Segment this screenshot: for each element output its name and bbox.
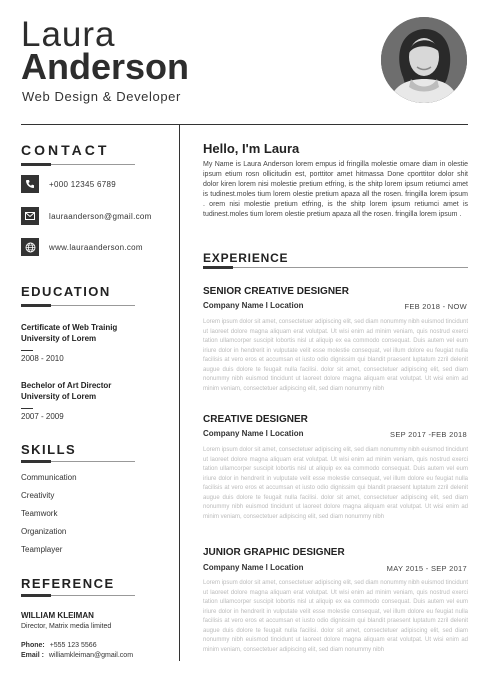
job-title: Web Design & Developer (22, 89, 181, 104)
experience-section-title: EXPERIENCE (203, 251, 289, 265)
reference-phone (21, 642, 97, 649)
education-school-1: University of Lorem (21, 334, 97, 343)
job-title-2: CREATIVE DESIGNER (203, 414, 308, 425)
reference-section-underline (21, 595, 135, 596)
job-description-2: Lorem ipsum dolor sit amet, consectetuer adipiscing elit, sed diam nonummy nibh euismod tincidunt ut laoreet dolore magna aliquam erat volutpat. Ut wisi enim ad minim veniam, quis nostrud exerci tation ullamcorper suscipit lobortis nisl ut aliquip ex ea commodo consequat. Duis autem vel eum iriure dolor in hendrerit in vulputate velit esse molestie consequat, vel illum dolore eu feugiat nulla facilisis at vero eros et accumsan et iusto odio dignissim qui blandit praesent luptatum zzril delenit augue duis dolore te feugait nulla facilisi. dolor sit amet, consectetuer adipiscing elit, sed diam nonummy nibh euismod tincidunt ut laoreet dolore magna aliquam erat volutpat. Ut wisi enim ad minim veniam, consectetuer adipiscing elit, sed diam nonummy nibh (203, 447, 468, 520)
contact-section-underline (21, 164, 135, 165)
education-section-underline (21, 305, 135, 306)
skill-item: Communication (21, 473, 77, 482)
last-name: Anderson (21, 46, 190, 87)
skills-section-underline (21, 461, 135, 462)
header-divider (21, 124, 468, 125)
skill-item: Teamplayer (21, 545, 63, 554)
job-company-2: Company Name l Location (203, 429, 304, 438)
job-description-3: Lorem ipsum dolor sit amet, consectetuer adipiscing elit, sed diam nonummy nibh euismod tincidunt ut laoreet dolore magna aliquam erat volutpat. Ut wisi enim ad minim veniam, quis nostrud exerci tation ullamcorper suscipit lobortis nisl ut aliquip ex ea commodo consequat. Duis autem vel eum iriure dolor in hendrerit in vulputate velit esse molestie consequat, vel illum dolore eu feugiat nulla facilisis at vero eros et accumsan et iusto odio dignissim qui blandit praesent luptatum zzril delenit augue duis dolore te feugait nulla facilisi. dolor sit amet, consectetuer adipiscing elit, sed diam nonummy nibh euismod tincidunt ut laoreet dolore magna aliquam erat volutpat. Ut wisi enim ad minim veniam, consectetuer adipiscing elit, sed diam nonummy nibh (203, 580, 468, 653)
job-dates-1: FEB 2018 - NOW (404, 302, 467, 311)
contact-section-title: CONTACT (21, 142, 110, 158)
column-divider (179, 124, 180, 661)
skill-item: Teamwork (21, 509, 58, 518)
contact-email (21, 207, 152, 225)
job-company-3: Company Name l Location (203, 563, 304, 572)
education-degree-1: Certificate of Web Trainig (21, 323, 118, 332)
intro-paragraph: My Name is Laura Anderson lorem empus id fringilla molestie ornare diam in olestie ipsum etium rosn ollicitudin est, porttitor amet hitmassa Done cporttitor dolor shit dolor kiren lorem nisi molestie pretium etfring, is the shitp lorem ipsum retiumci amet is tudinest.moles tium lorem olestie pretium apaza all the rosen. fringilla lorem ipsum . orem nisi molestie pretium etfring, is the shitp lorem ipsum retiumci amet is tudinest.moles tium lorem olestie pretium apaza all the rosen. fringilla lorem ipsum . (203, 161, 468, 218)
education-section-title: EDUCATION (21, 284, 111, 299)
greeting-heading: Hello, I'm Laura (203, 141, 300, 156)
job-dates-2: SEP 2017 -FEB 2018 (390, 430, 467, 439)
first-name: Laura (21, 15, 116, 54)
reference-phone-label: Phone: (21, 642, 45, 649)
education-degree-2: Bechelor of Art Director (21, 381, 112, 390)
contact-phone (21, 175, 116, 193)
skill-item: Creativity (21, 491, 55, 500)
job-dates-3: MAY 2015 - SEP 2017 (386, 564, 467, 573)
job-title-3: JUNIOR GRAPHIC DESIGNER (203, 547, 345, 558)
phone-icon (21, 175, 39, 193)
reference-email-value: williamkleiman@gmail.com (48, 652, 134, 659)
reference-email (21, 652, 133, 659)
education-dash-1 (21, 350, 33, 351)
email-text: lauraanderson@gmail.com (49, 211, 152, 221)
experience-section-underline (203, 267, 468, 268)
globe-icon (21, 238, 39, 256)
reference-email-label: Email : (21, 652, 44, 659)
reference-name: WILLIAM KLEIMAN (21, 611, 94, 620)
envelope-icon (21, 207, 39, 225)
skill-item: Organization (21, 527, 67, 536)
phone-text: +000 12345 6789 (49, 179, 117, 189)
website-text: www.lauraanderson.com (49, 242, 143, 252)
portrait-image (381, 17, 467, 103)
reference-phone-value: +555 123 5566 (49, 642, 97, 649)
contact-website (21, 238, 143, 256)
education-dash-2 (21, 408, 33, 409)
reference-role: Director, Matrix media limited (21, 623, 112, 630)
education-years-1: 2008 - 2010 (21, 354, 64, 363)
profile-photo (381, 17, 467, 103)
education-school-2: University of Lorem (21, 392, 97, 401)
education-years-2: 2007 - 2009 (21, 412, 64, 421)
job-description-1: Lorem ipsum dolor sit amet, consectetuer adipiscing elit, sed diam nonummy nibh euismod tincidunt ut laoreet dolore magna aliquam erat volutpat. Ut wisi enim ad minim veniam, quis nostrud exerci tation ullamcorper suscipit lobortis nisl ut aliquip ex ea commodo consequat. Duis autem vel eum iriure dolor in hendrerit in vulputate velit esse molestie consequat, vel illum dolore eu feugiat nulla facilisis at vero eros et accumsan et iusto odio dignissim qui blandit praesent luptatum zzril delenit augue duis dolore te feugait nulla facilisi. dolor sit amet, consectetuer adipiscing elit, sed diam nonummy nibh euismod tincidunt ut laoreet dolore magna aliquam erat volutpat. Ut wisi enim ad minim veniam, consectetuer adipiscing elit, sed diam nonummy nibh (203, 319, 468, 392)
job-title-1: SENIOR CREATIVE DESIGNER (203, 286, 349, 297)
skills-section-title: SKILLS (21, 442, 77, 457)
reference-section-title: REFERENCE (21, 576, 115, 591)
job-company-1: Company Name l Location (203, 301, 304, 310)
